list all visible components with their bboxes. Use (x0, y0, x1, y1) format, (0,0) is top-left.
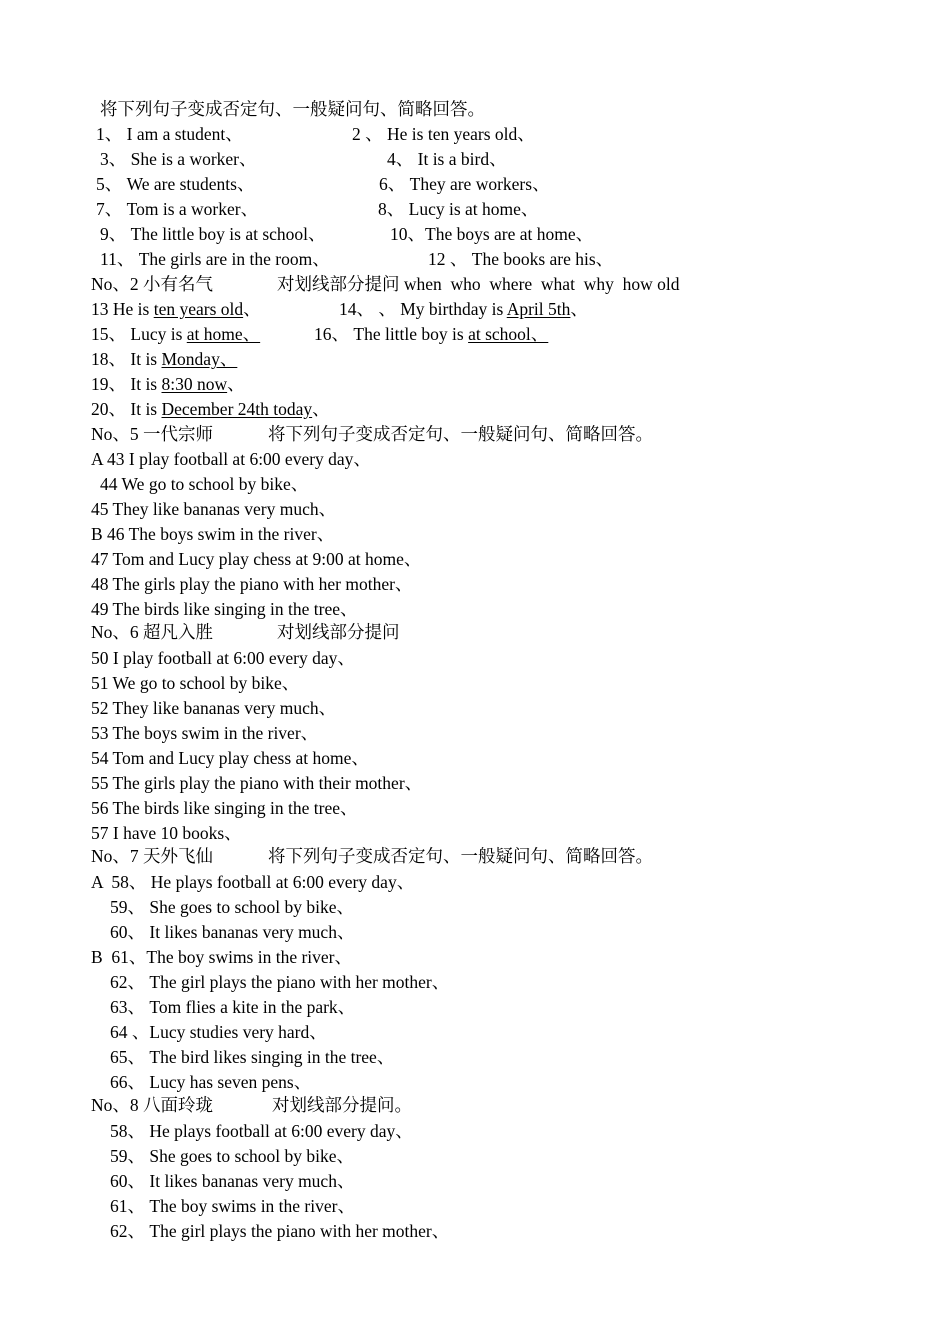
exercise-12: 12 、 The books are his、 (428, 249, 614, 269)
exercise-61: B 61、The boy swims in the river、 (91, 947, 353, 967)
exercise-47: 47 Tom and Lucy play chess at 9:00 at home、 (91, 549, 422, 569)
exercise-20-text: 20、 It is (91, 399, 162, 419)
exercise-8: 8、 Lucy is at home、 (378, 199, 539, 219)
exercise-62b: 62、 The girl plays the piano with her mother、 (110, 1221, 450, 1241)
exercise-15-underlined: at home、 (186, 324, 261, 344)
exercise-19-end: 、 (227, 374, 245, 394)
section6-task: 对划线部分提问 (277, 622, 400, 642)
exercise-58: A 58、 He plays football at 6:00 every day、 (91, 872, 415, 892)
exercise-4: 4、 It is a bird、 (387, 149, 507, 169)
exercise-52: 52 They like bananas very much、 (91, 698, 337, 718)
section2-number: No、2 小有名气 (91, 274, 214, 294)
exercise-48: 48 The girls play the piano with her mother、 (91, 574, 413, 594)
exercise-65: 65、 The bird likes singing in the tree、 (110, 1047, 395, 1067)
exercise-46: B 46 The boys swim in the river、 (91, 524, 335, 544)
section5-number: No、5 一代宗师 (91, 424, 214, 444)
exercise-14-end: 、 (570, 299, 588, 319)
exercise-16-text: 16、 The little boy is (314, 324, 469, 344)
exercise-15 (91, 324, 260, 344)
exercise-45: 45 They like bananas very much、 (91, 499, 337, 519)
exercise-16 (314, 324, 548, 344)
exercise-13-underlined: ten years old (153, 299, 244, 319)
exercise-50: 50 I play football at 6:00 every day、 (91, 648, 355, 668)
exercise-58b: 58、 He plays football at 6:00 every day、 (110, 1121, 413, 1141)
exercise-56: 56 The birds like singing in the tree、 (91, 798, 358, 818)
section8-task: 对划线部分提问。 (272, 1095, 412, 1115)
exercise-13 (91, 299, 261, 319)
exercise-2: 2 、 He is ten years old、 (352, 124, 535, 144)
exercise-13-end: 、 (243, 299, 261, 319)
exercise-1: 1、 I am a student、 (96, 124, 243, 144)
exercise-55: 55 The girls play the piano with their mother、 (91, 773, 423, 793)
exercise-66: 66、 Lucy has seven pens、 (110, 1072, 312, 1092)
exercise-60b: 60、 It likes bananas very much、 (110, 1171, 355, 1191)
exercise-15-text: 15、 Lucy is (91, 324, 187, 344)
exercise-51: 51 We go to school by bike、 (91, 673, 300, 693)
exercise-10: 10、The boys are at home、 (390, 224, 594, 244)
section7-number: No、7 天外飞仙 (91, 846, 214, 866)
exercise-19-underlined: 8:30 now (161, 374, 228, 394)
exercise-14-underlined: April 5th (506, 299, 571, 319)
exercise-49: 49 The birds like singing in the tree、 (91, 599, 358, 619)
exercise-54: 54 Tom and Lucy play chess at home、 (91, 748, 369, 768)
section1-heading: 将下列句子变成否定句、一般疑问句、简略回答。 (100, 99, 485, 119)
exercise-61b: 61、 The boy swims in the river、 (110, 1196, 355, 1216)
section8-number: No、8 八面玲珑 (91, 1095, 214, 1115)
exercise-18-text: 18、 It is (91, 349, 162, 369)
exercise-14 (339, 299, 588, 319)
exercise-59b: 59、 She goes to school by bike、 (110, 1146, 355, 1166)
exercise-19-text: 19、 It is (91, 374, 162, 394)
exercise-5: 5、 We are students、 (96, 174, 255, 194)
exercise-11: 11、 The girls are in the room、 (100, 249, 330, 269)
exercise-53: 53 The boys swim in the river、 (91, 723, 319, 743)
section7-task: 将下列句子变成否定句、一般疑问句、简略回答。 (268, 846, 653, 866)
exercise-20-underlined: December 24th today (161, 399, 313, 419)
exercise-57: 57 I have 10 books、 (91, 823, 242, 843)
exercise-3: 3、 She is a worker、 (100, 149, 257, 169)
exercise-62: 62、 The girl plays the piano with her mother、 (110, 972, 450, 992)
exercise-9: 9、 The little boy is at school、 (100, 224, 326, 244)
section6-number: No、6 超凡入胜 (91, 622, 214, 642)
exercise-20 (91, 399, 330, 419)
exercise-16-underlined: at school、 (468, 324, 549, 344)
exercise-44: 44 We go to school by bike、 (100, 474, 309, 494)
exercise-43: A 43 I play football at 6:00 every day、 (91, 449, 371, 469)
exercise-13-text: 13 He is (91, 299, 154, 319)
exercise-20-end: 、 (312, 399, 330, 419)
exercise-19 (91, 374, 245, 394)
exercise-60: 60、 It likes bananas very much、 (110, 922, 355, 942)
exercise-64: 64 、Lucy studies very hard、 (110, 1022, 327, 1042)
exercise-18 (91, 349, 237, 369)
section2-task: 对划线部分提问 when who where what why how old (277, 274, 680, 294)
exercise-14-text: 14、 、 My birthday is (339, 299, 507, 319)
exercise-18-underlined: Monday、 (161, 349, 238, 369)
exercise-6: 6、 They are workers、 (379, 174, 550, 194)
exercise-59: 59、 She goes to school by bike、 (110, 897, 355, 917)
section5-task: 将下列句子变成否定句、一般疑问句、简略回答。 (268, 424, 653, 444)
exercise-7: 7、 Tom is a worker、 (96, 199, 259, 219)
exercise-63: 63、 Tom flies a kite in the park、 (110, 997, 356, 1017)
